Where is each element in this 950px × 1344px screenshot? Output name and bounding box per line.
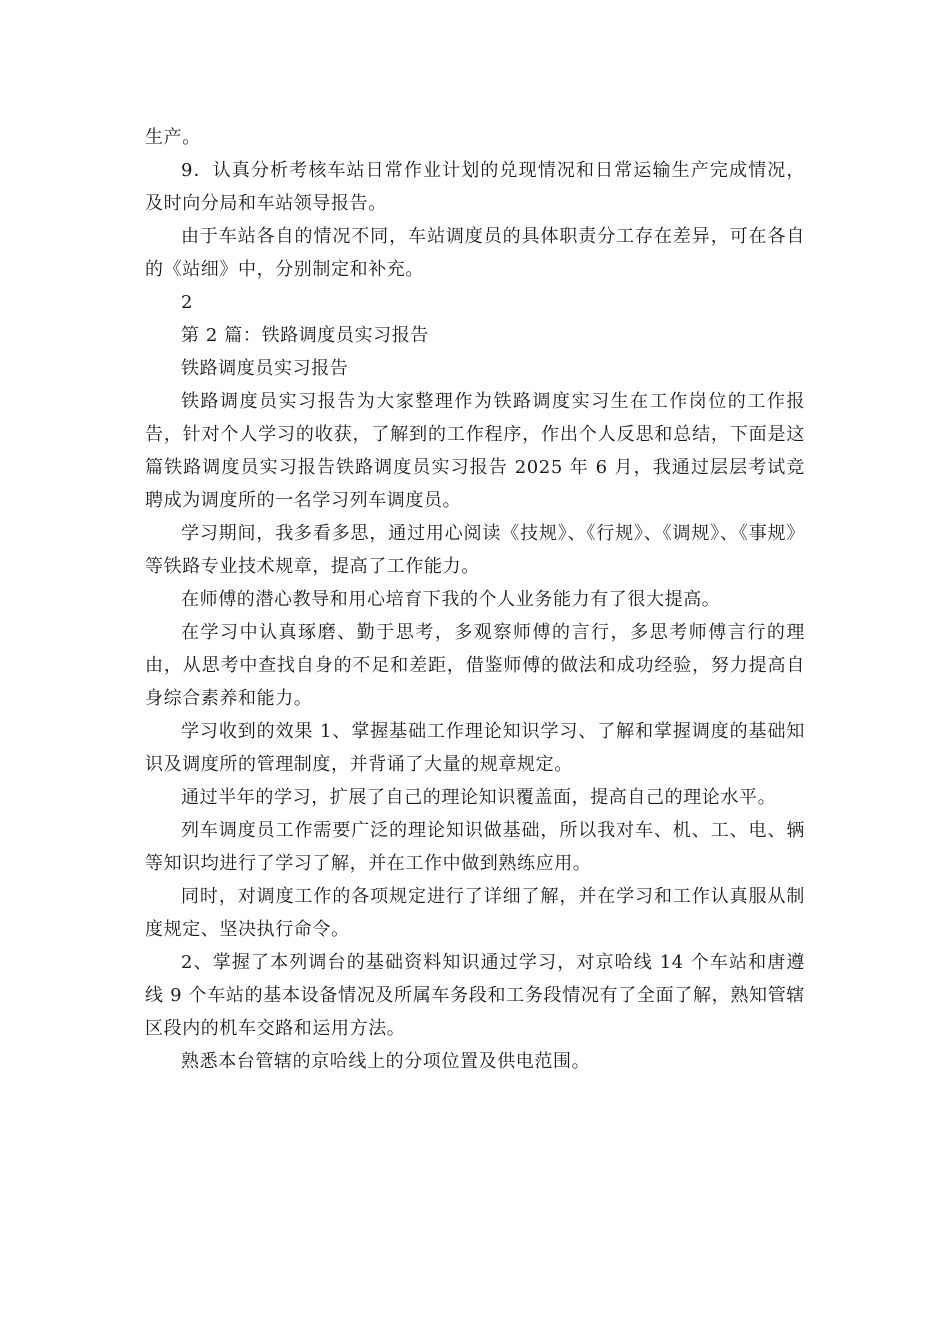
paragraph: 学习收到的效果 1、掌握基础工作理论知识学习、了解和掌握调度的基础知识及调度所的管理制度，并背诵了大量的规章规定。 xyxy=(145,721,805,775)
paragraph: 熟悉本台管辖的京哈线上的分项位置及供电范围。 xyxy=(181,1051,591,1072)
paragraph: 生产。 xyxy=(145,127,201,148)
paragraph: 2、掌握了本列调台的基础资料知识通过学习，对京哈线 14 个车站和唐遵线 9 个车站的基本设备情况及所属车务段和工务段情况有了全面了解，熟知管辖区段内的机车交路和运用方法。 xyxy=(145,952,805,1039)
paragraph: 列车调度员工作需要广泛的理论知识做基础，所以我对车、机、工、电、辆等知识均进行了学习了解，并在工作中做到熟练应用。 xyxy=(145,820,805,874)
paragraph: 铁路调度员实习报告为大家整理作为铁路调度实习生在工作岗位的工作报告，针对个人学习的收获，了解到的工作程序，作出个人反思和总结，下面是这篇铁路调度员实习报告铁路调度员实习报告 2025 年 6 月，我通过层层考试竞聘成为调度所的一名学习列车调度员。 xyxy=(145,391,805,511)
section-heading: 第 2 篇：铁路调度员实习报告 xyxy=(181,325,429,346)
paragraph: 学习期间，我多看多思，通过用心阅读《技规》、《行规》、《调规》、《事规》等铁路专业技术规章，提高了工作能力。 xyxy=(145,523,805,577)
paragraph: 由于车站各自的情况不同，车站调度员的具体职责分工存在差异，可在各自的《站细》中，分别制定和补充。 xyxy=(145,226,805,280)
paragraph: 同时，对调度工作的各项规定进行了详细了解，并在学习和工作认真服从制度规定、坚决执行命令。 xyxy=(145,886,805,940)
paragraph: 在学习中认真琢磨、勤于思考，多观察师傅的言行，多思考师傅言行的理由，从思考中查找自身的不足和差距，借鉴师傅的做法和成功经验，努力提高自身综合素养和能力。 xyxy=(145,622,805,709)
paragraph: 通过半年的学习，扩展了自己的理论知识覆盖面，提高自己的理论水平。 xyxy=(181,787,777,808)
document-body xyxy=(145,121,805,1078)
report-title: 铁路调度员实习报告 xyxy=(181,358,349,379)
paragraph: 在师傅的潜心教导和用心培育下我的个人业务能力有了很大提高。 xyxy=(181,589,721,610)
paragraph: 9．认真分析考核车站日常作业计划的兑现情况和日常运输生产完成情况，及时向分局和车站领导报告。 xyxy=(145,160,805,214)
page-number-text: 2 xyxy=(181,292,194,313)
